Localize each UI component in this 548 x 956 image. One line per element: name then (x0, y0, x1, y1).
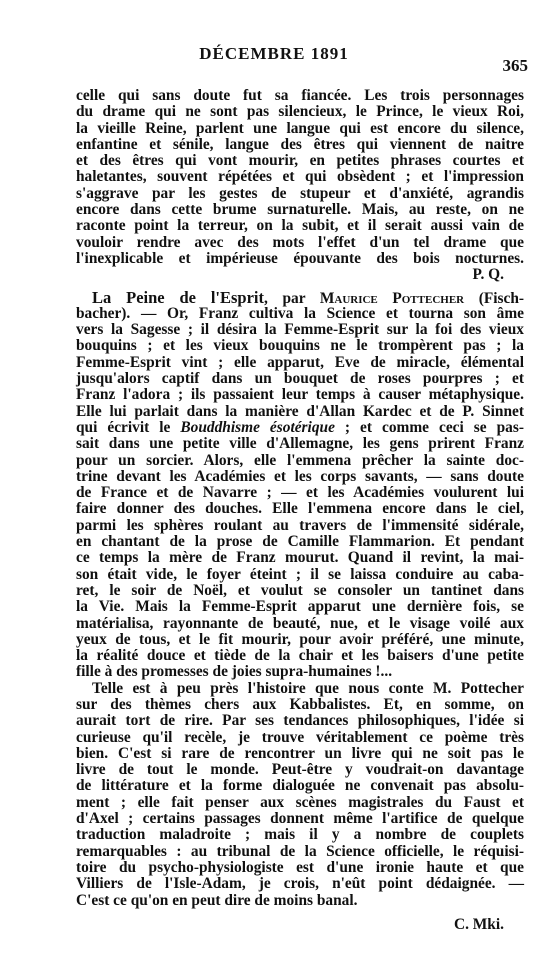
text-line: et des êtres qui vont mourir, en petites phrases courtes et (76, 152, 524, 170)
text-line: ret, le soir de Noël, et voulut se consoler un tantinet dans (76, 581, 524, 599)
text-line: en chantant de la prose de Camille Flammarion. Et pendant (76, 533, 524, 551)
review-2-heading-line (76, 287, 525, 307)
text-line: bacher). — Or, Franz cultiva la Science et tourna son âme (76, 304, 524, 322)
review-1-signature: P. Q. (472, 266, 504, 284)
page-body (76, 88, 524, 935)
text-line: pour un sorcier. Alors, elle l'emmena prêcher la sainte doc- (76, 451, 524, 469)
text-line-book (76, 420, 524, 436)
text-line: raconte point la terreur, on la subit, et il serait aussi vain de (76, 217, 524, 235)
book-title: Bouddhisme ésotérique (180, 418, 335, 436)
text-line: jusqu'alors captif dans un bouquet de roses pourpres ; et (76, 370, 524, 388)
text-line: vers la Sagesse ; il désira la Femme-Esprit sur la foi des vieux (76, 321, 524, 339)
text-line: celle qui sans doute fut sa fiancée. Les trois personnages (76, 87, 524, 104)
article-title: La Peine de l'Esprit (92, 287, 265, 307)
text-line: C'est ce qu'on en peut dire de moins banal. (76, 891, 358, 909)
article-publisher: (Fisch- (464, 289, 525, 307)
text-line: la Vie. Mais la Femme-Esprit apparut une dernière fois, se (76, 598, 524, 616)
text-line: vouloir rendre avec des mots l'effet d'un tel drame que (76, 233, 524, 251)
text-line: du drame qui ne sont pas silencieux, le Prince, le vieux Roi, (76, 103, 524, 121)
article-by: , par (264, 289, 320, 307)
text-line: remarquables : au tribunal de la Science officielle, le réquisi- (76, 842, 524, 860)
text-line: la vieille Reine, parlent une langue qui est encore du silence, (76, 119, 524, 137)
text-line: sur des thèmes chers aux Kabbalistes. Et, en somme, on (76, 695, 524, 713)
book-post: ; et comme ceci se pas- (334, 418, 524, 436)
text-line: faire donner des douches. Elle l'emmena encore dans le ciel, (76, 500, 524, 518)
text-line: Franz l'adora ; ils passaient leur temps à causer métaphysique. (76, 386, 524, 404)
text-line: ment ; elle fait penser aux scènes magistrales du Faust et (76, 793, 524, 811)
text-line: ce temps la mère de Franz mourut. Quand il revint, la mai- (76, 549, 524, 567)
text-line: trine devant les Académies et les corps savants, — sans doute (76, 467, 524, 485)
text-line: enfantine et sénile, langue des êtres qui viennent de naitre (76, 135, 524, 153)
text-line: parmi les sphères roulant au travers de l'immensité sidérale, (76, 516, 524, 534)
book-pre: qui écrivit le (76, 418, 181, 436)
text-line: curieuse qu'il recèle, je trouve véritablement ce poème très (76, 728, 524, 746)
text-line: de France et de Navarre ; — et les Académies voulurent lui (76, 484, 524, 502)
text-line: sait dans une petite ville d'Allemagne, les gens prirent Franz (76, 435, 524, 453)
text-line: yeux de tous, et le fit mourir, pour avoir préféré, une minute, (76, 630, 524, 648)
text-line: d'Axel ; certains passages donnent même l'artifice de quelque (76, 810, 524, 828)
article-author: Maurice Pottecher (319, 289, 465, 307)
text-line: Elle lui parlait dans la manière d'Allan Kardec et de P. Sinnet (76, 402, 524, 420)
review-2 (76, 287, 525, 935)
running-head (0, 44, 548, 75)
page-header-title: DÉCEMBRE 1891 (199, 44, 349, 63)
text-line: traduction maladroite ; mais il y a nombre de couplets (76, 826, 524, 844)
text-line: s'aggrave par les gestes de stupeur et d'anxiété, agrandis (76, 184, 524, 202)
text-line: haletantes, souvent répétées et qui obsèdent ; et l'impression (76, 168, 524, 186)
text-line: Telle est à peu près l'histoire que nous conte M. Pottecher (92, 679, 524, 697)
text-line: encore dans cette brume surnaturelle. Mais, au reste, on ne (76, 201, 524, 219)
text-line: la réalité douce et tiède de la chair et les baisers d'une petite (76, 647, 524, 665)
text-line: livre de tout le monde. Peut-être y voudrait-on davantage (76, 761, 524, 779)
text-line: l'inexplicable et impérieuse épouvante des bois nocturnes. (76, 249, 524, 267)
text-line: fille à des promesses de joies supra-humaines !... (76, 663, 393, 681)
review-2-signature: C. Mki. (453, 915, 504, 933)
page-number: 365 (502, 56, 528, 75)
text-line: son était vide, le foyer éteint ; il se laissa conduire au caba- (76, 565, 524, 583)
text-line: bien. C'est si rare de rencontrer un livre qui ne soit pas le (76, 744, 524, 762)
text-line: matérialisa, rayonnante de beauté, nue, et le visage voilé aux (76, 614, 524, 632)
text-line: Femme-Esprit vint ; elle apparut, Eve de miracle, élémental (76, 353, 524, 371)
text-line: bouquins ; et les vieux bouquins ne le trompèrent pas ; la (76, 337, 524, 355)
text-line: de littérature et la forme dialoguée ne convenait pas absolu- (76, 777, 524, 795)
text-line: Villiers de l'Isle-Adam, je crois, n'eût point dédaignée. — (76, 875, 524, 893)
text-line: toire du psycho-physiologiste est d'une ironie haute et que (76, 858, 524, 876)
text-line: aurait tort de rire. Par ses tendances philosophiques, l'idée si (76, 712, 524, 730)
review-1 (76, 88, 524, 284)
